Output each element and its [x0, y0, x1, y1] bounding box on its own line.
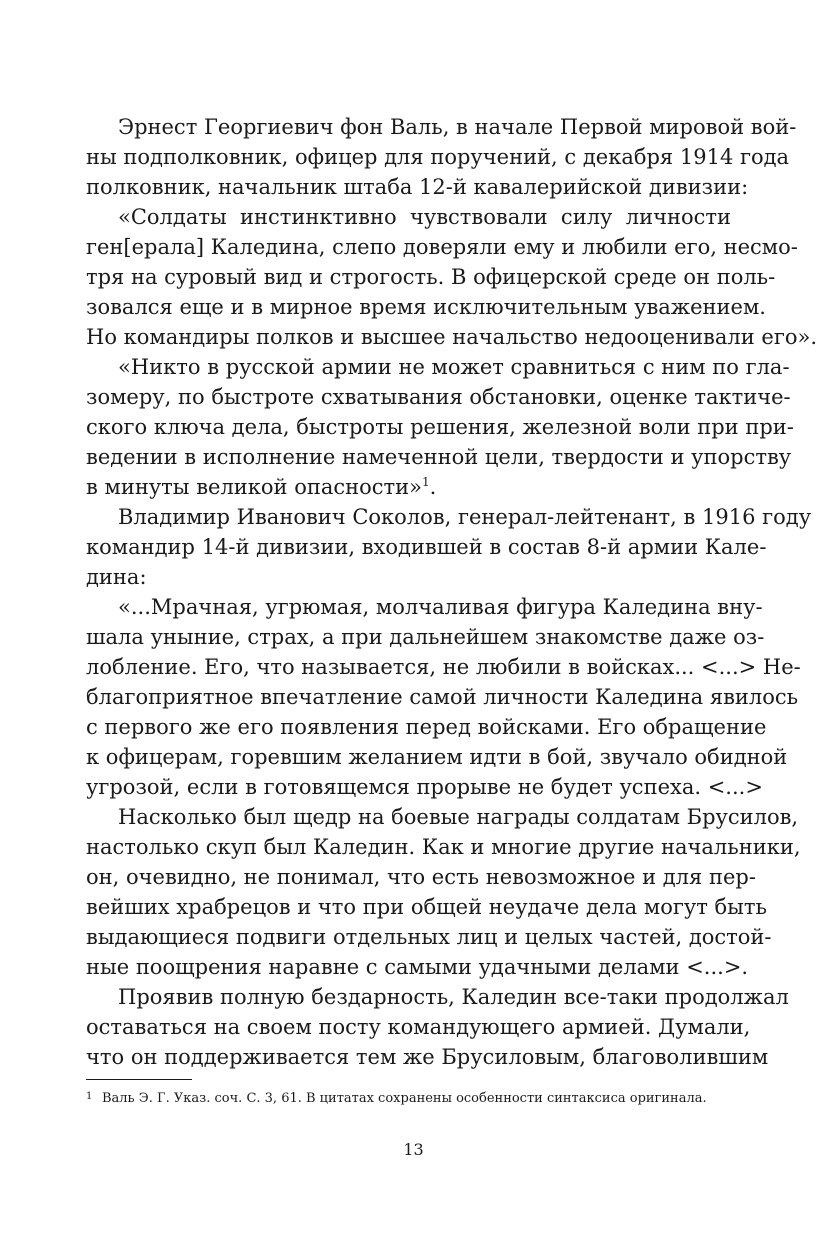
text-line: угрозой, если в готовящемся прорыве не будет успеха. <...> [86, 775, 763, 799]
text-line: дина: [86, 565, 147, 589]
main-text [86, 112, 818, 1072]
text-line: он, очевидно, не понимал, что есть невозможное и для пер- [86, 865, 756, 889]
text-line: тря на суровый вид и строгость. В офицерской среде он поль- [86, 265, 776, 289]
text-line-with-footnote [86, 472, 731, 502]
footnote [86, 1090, 731, 1108]
text-line: зовался еще и в мирное время исключительным уважением. [86, 295, 766, 319]
text-line: что он поддерживается тем же Брусиловым, благоволившим [86, 1045, 769, 1069]
text-line: лобление. Его, что называется, не любили в войсках... <...> Не- [86, 655, 801, 679]
footnote-divider [86, 1079, 192, 1080]
text-line: оставаться на своем посту командующего армией. Думали, [86, 1015, 751, 1039]
text-line-content: в минуты великой опасности» [86, 475, 422, 499]
text-line: полковник, начальник штаба 12-й кавалерийской дивизии: [86, 175, 749, 199]
sentence-end: . [429, 475, 437, 499]
footnote-number: 1 [86, 1091, 93, 1102]
text-line: Владимир Иванович Соколов, генерал-лейтенант, в 1916 году [118, 505, 812, 529]
text-line: «Солдаты инстинктивно чувствовали силу личности [118, 205, 731, 229]
text-line: ведении в исполнение намеченной цели, твердости и упорству [86, 445, 792, 469]
text-line: командир 14-й дивизии, входившей в состав 8-й армии Кале- [86, 535, 767, 559]
text-line: Но командиры полков и высшее начальство недооценивали его». [86, 325, 818, 349]
text-line: ского ключа дела, быстроты решения, железной воли при при- [86, 415, 794, 439]
text-line: Насколько был щедр на боевые награды солдатам Брусилов, [118, 805, 799, 829]
text-line: «...Мрачная, угрюмая, молчаливая фигура Каледина вну- [118, 595, 763, 619]
text-line: шала уныние, страх, а при дальнейшем знакомстве даже оз- [86, 625, 765, 649]
text-line: Эрнест Георгиевич фон Валь, в начале Первой мировой вой- [118, 115, 797, 139]
text-line: ные поощрения наравне с самыми удачными делами <...>. [86, 955, 749, 979]
page-number: 13 [403, 1140, 424, 1159]
text-line: к офицерам, горевшим желанием идти в бой, звучало обидной [86, 745, 788, 769]
footnote-reference[interactable]: 1 [422, 475, 430, 489]
text-line: «Никто в русской армии не может сравниться с ним по гла- [118, 355, 790, 379]
text-line: Проявив полную бездарность, Каледин все-таки продолжал [118, 985, 789, 1009]
text-line: настолько скуп был Каледин. Как и многие другие начальники, [86, 835, 801, 859]
footnote-text: Валь Э. Г. Указ. соч. С. 3, 61. В цитатах сохранены особенности синтаксиса оригинала. [102, 1091, 707, 1106]
text-line: ны подполковник, офицер для поручений, с декабря 1914 года [86, 145, 790, 169]
text-line: ген[ерала] Каледина, слепо доверяли ему и любили его, несмо- [86, 235, 798, 259]
text-line: с первого же его появления перед войсками. Его обращение [86, 715, 767, 739]
text-line: зомеру, по быстроте схватывания обстановки, оценке тактиче- [86, 385, 791, 409]
text-line: благоприятное впечатление самой личности Каледина явилось [86, 685, 799, 709]
text-line: выдающиеся подвиги отдельных лиц и целых частей, достой- [86, 925, 772, 949]
text-line: вейших храбрецов и что при общей неудаче дела могут быть [86, 895, 767, 919]
